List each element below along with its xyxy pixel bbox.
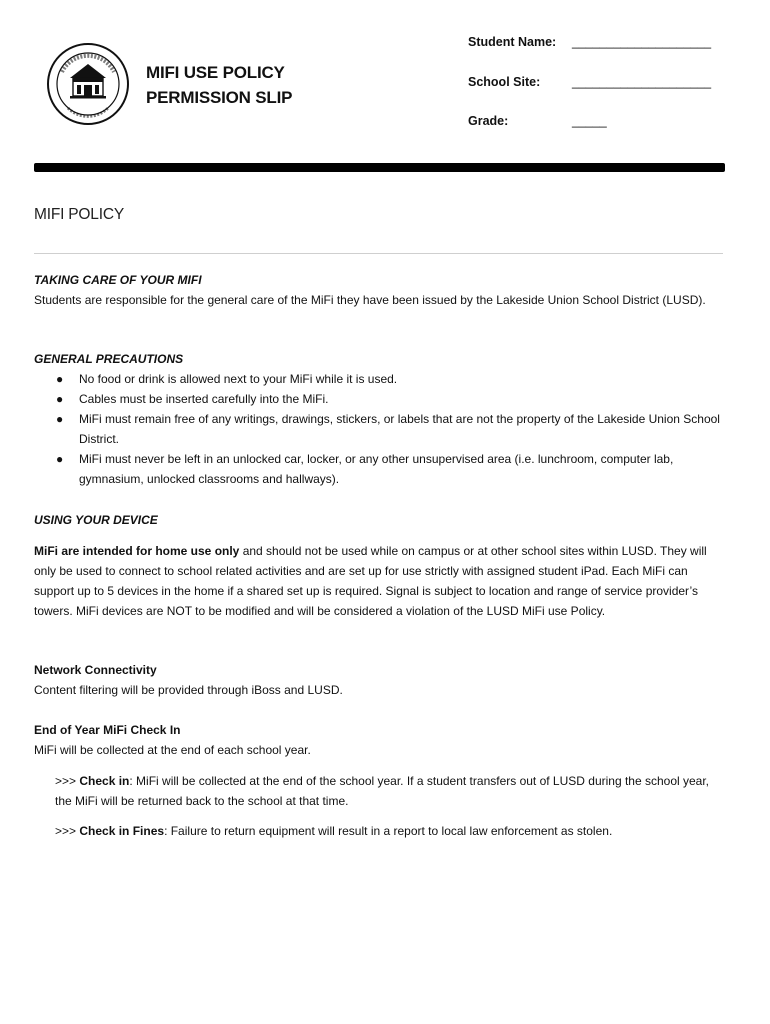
list-item-text: Cables must be inserted carefully into the MiFi. xyxy=(79,392,329,406)
list-item-text: No food or drink is allowed next to your MiFi while it is used. xyxy=(79,372,398,386)
checkin-heading: End of Year MiFi Check In xyxy=(34,723,181,737)
school-site-label: School Site: xyxy=(468,75,541,89)
section-title: MIFI POLICY xyxy=(34,206,124,223)
precautions-list xyxy=(34,369,724,489)
network-section xyxy=(34,660,724,700)
precautions-section xyxy=(34,349,724,489)
using-text xyxy=(34,541,724,621)
list-item xyxy=(34,369,724,389)
bullet-icon: ● xyxy=(56,392,64,406)
checkin-label: Check in xyxy=(79,774,130,788)
list-item xyxy=(34,409,724,449)
checkin-fines-text: : Failure to return equipment will result in a report to local law enforcement as stolen. xyxy=(164,824,613,838)
header-divider xyxy=(34,163,725,172)
using-body: and should not be used while on campus or at other school sites within LUSD. They will only be used to connect to school related activities and are set up for use strictly with assigned student iPad. Each MiFi can support up to 5 devices in the home if a shared set up is required. Signal is subject to location and range of service provider’s towers. MiFi devices are NOT to be modified and will be considered a violation of the LUSD MiFi use Policy. xyxy=(34,544,707,618)
using-heading: USING YOUR DEVICE xyxy=(34,513,158,527)
checkin-item-text: : MiFi will be collected at the end of the school year. If a student transfers out of LUSD during the school year, the MiFi will be returned back to the school at that time. xyxy=(55,774,710,808)
bullet-icon: ● xyxy=(56,452,64,466)
checkin-item xyxy=(34,771,724,811)
district-logo xyxy=(46,42,130,126)
checkin-text: MiFi will be collected at the end of each school year. xyxy=(34,743,311,757)
title-line-2: PERMISSION SLIP xyxy=(146,88,293,107)
student-name-label: Student Name: xyxy=(468,35,557,49)
bullet-icon: ● xyxy=(56,372,64,386)
using-lead: MiFi are intended for home use only xyxy=(34,544,240,558)
grade-label: Grade: xyxy=(468,114,509,128)
bullet-icon: ● xyxy=(56,412,64,426)
checkin-prefix: >>> xyxy=(55,824,80,838)
care-heading: TAKING CARE OF YOUR MIFI xyxy=(34,273,202,287)
student-name-blank[interactable]: ____________________ xyxy=(572,35,712,49)
list-item-text: MiFi must remain free of any writings, drawings, stickers, or labels that are not the property of the Lakeside Union School District. xyxy=(79,412,720,446)
document-title xyxy=(146,60,292,110)
section-divider xyxy=(34,253,723,254)
list-item xyxy=(34,449,724,489)
network-heading: Network Connectivity xyxy=(34,663,157,677)
checkin-fines-item xyxy=(34,821,724,841)
list-item xyxy=(34,389,724,409)
checkin-section xyxy=(34,720,724,841)
title-line-1: MIFI USE POLICY xyxy=(146,63,285,82)
network-text: Content filtering will be provided through iBoss and LUSD. xyxy=(34,683,343,697)
care-text: Students are responsible for the general care of the MiFi they have been issued by the Lakeside Union School District (LUSD). xyxy=(34,293,706,307)
school-site-blank[interactable]: ____________________ xyxy=(572,75,712,89)
care-section xyxy=(34,270,724,310)
checkin-fines-label: Check in Fines xyxy=(79,824,165,838)
grade-blank[interactable]: _____ xyxy=(572,114,607,128)
list-item-text: MiFi must never be left in an unlocked car, locker, or any other unsupervised area (i.e. lunchroom, computer lab, gymnasium, unlocked classrooms and hallways). xyxy=(79,452,674,486)
using-section xyxy=(34,510,724,621)
precautions-heading: GENERAL PRECAUTIONS xyxy=(34,352,184,366)
checkin-prefix: >>> xyxy=(55,774,80,788)
